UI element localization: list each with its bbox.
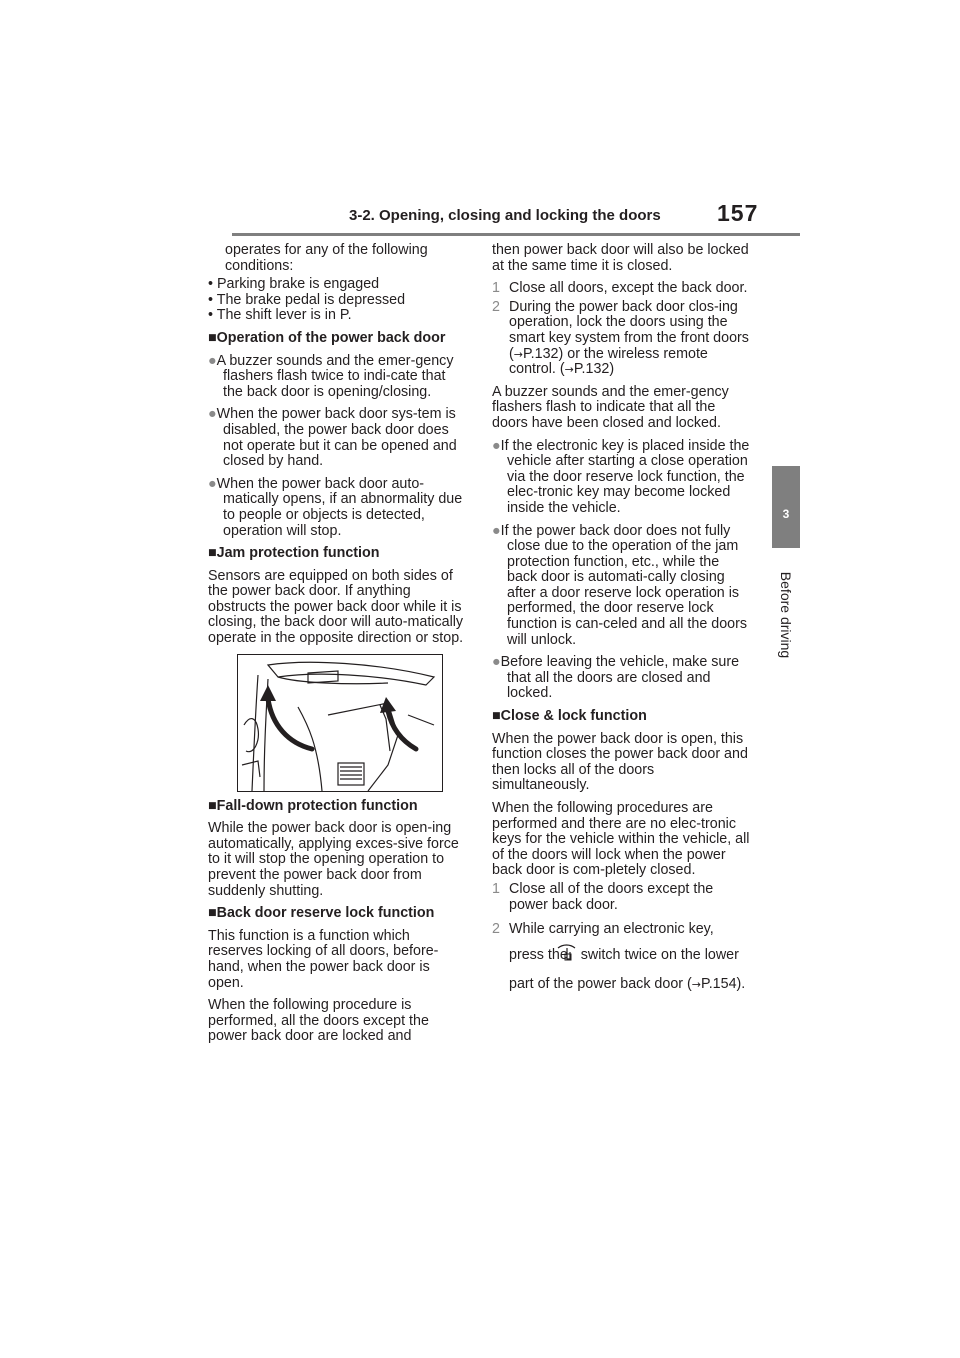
section-title: 3-2. Opening, closing and locking the doors [349, 207, 661, 224]
bullet-item: ●Before leaving the vehicle, make sure that all the doors are closed and locked. [492, 654, 740, 702]
fall-heading: ■Fall-down protection function [208, 797, 418, 814]
step-number: 1 [492, 280, 500, 297]
chapter-label: Before driving [778, 571, 794, 659]
condition-list [208, 277, 468, 324]
circle-bullet-icon: ● [492, 522, 501, 539]
header-rule [232, 233, 800, 236]
intro-text: operates for any of the following conditions: [225, 242, 428, 274]
buzzer-text: A buzzer sounds and the emer-gency flashers flash to indicate that all the doors have been closed and locked. [492, 383, 729, 431]
square-icon: ■ [208, 905, 217, 922]
step-item: 2 While carrying an electronic key, press the switch twice on the lower part of the power back door (→P.154). [492, 916, 752, 998]
fall-text: While the power back door is open-ing automatically, applying exces-sive force to it will stop the opening operation to prevent the power back door from suddenly shutting. [208, 820, 459, 899]
step-number: 2 [492, 921, 500, 938]
back-door-illustration [237, 654, 443, 792]
circle-bullet-icon: ● [208, 352, 217, 369]
close-text-1: When the power back door is open, this function closes the power back door and then locks all of the doors simultaneously. [492, 730, 748, 794]
ref-arrow-icon: → [513, 347, 523, 361]
bullet-item: ●When the power back door auto-matically opens, if an abnormality due to people or objects is detected, operation will stop. [208, 475, 463, 539]
circle-bullet-icon: ● [208, 475, 217, 492]
condition-item: • The shift lever is in P. [208, 307, 352, 324]
right-column [492, 243, 752, 1001]
condition-item: • Parking brake is engaged [208, 276, 380, 293]
page-number: 157 [717, 200, 759, 226]
step-item: 1 Close all doors, except the back door. [492, 280, 748, 297]
square-icon: ■ [492, 708, 501, 725]
chapter-label-box [772, 560, 800, 670]
step-number: 2 [492, 298, 500, 315]
square-icon: ■ [208, 797, 217, 814]
page-ref[interactable]: P.132 [522, 345, 559, 362]
chapter-tab [772, 466, 800, 548]
reserve-heading: ■Back door reserve lock function [208, 905, 435, 922]
page-ref[interactable]: P.154 [701, 976, 737, 993]
page-ref[interactable]: P.132 [573, 361, 610, 378]
square-icon: ■ [208, 545, 217, 562]
step-item: 1 Close all of the doors except the power back door. [492, 880, 714, 913]
step-number: 1 [492, 880, 500, 897]
bullet-item: ●When the power back door sys-tem is disabled, the power back door does not operate but it can be opened and closed by hand. [208, 406, 457, 470]
back-door-drawing [238, 655, 442, 791]
bullet-item: ●If the electronic key is placed inside the vehicle after starting a close operation via the door reserve lock function, the elec-tronic key may become locked inside the vehicle. [492, 437, 750, 516]
bullet-item: ●If the power back door does not fully close due to the operation of the jam protection function, etc., while the back door is automati-cally closing after a door reserve lock operation is performed, the door reserve lock function is can-celed and all the doors will unlock. [492, 522, 748, 648]
chapter-number: 3 [782, 507, 790, 521]
left-column [208, 243, 468, 1052]
close-lock-heading: ■Close & lock function [492, 708, 647, 725]
step-item: 2 During the power back door clos-ing operation, lock the doors using the smart key system from the front doors (→P.132) or the wireless remote control. (→P.132) [492, 298, 749, 378]
continued-text: then power back door will also be locked at the same time it is closed. [492, 242, 749, 274]
reserve-text-1: This function is a function which reserves locking of all doors, before-hand, when the power back door is open. [208, 927, 439, 991]
circle-bullet-icon: ● [492, 654, 501, 671]
ref-arrow-icon: → [564, 363, 574, 377]
ref-arrow-icon: → [691, 978, 701, 992]
circle-bullet-icon: ● [492, 437, 501, 454]
operation-heading: ■Operation of the power back door [208, 329, 446, 346]
bullet-item: ●A buzzer sounds and the emer-gency flashers flash twice to indi-cate that the back door is opening/closing. [208, 352, 454, 400]
jam-heading: ■Jam protection function [208, 545, 380, 562]
circle-bullet-icon: ● [208, 406, 217, 423]
reserve-text-2: When the following procedure is performed, all the doors except the power back door are locked and [208, 997, 429, 1045]
square-icon: ■ [208, 329, 217, 346]
jam-text: Sensors are equipped on both sides of the power back door. If anything obstructs the power back door while it is closing, the back door will auto-matically operate in the opposite direction or stop. [208, 567, 464, 647]
close-text-2: When the following procedures are performed and there are no elec-tronic keys for the vehicle within the vehicle, all of the doors will lock when the power back door is com-pletely closed. [492, 800, 750, 879]
condition-item: • The brake pedal is depressed [208, 291, 406, 308]
